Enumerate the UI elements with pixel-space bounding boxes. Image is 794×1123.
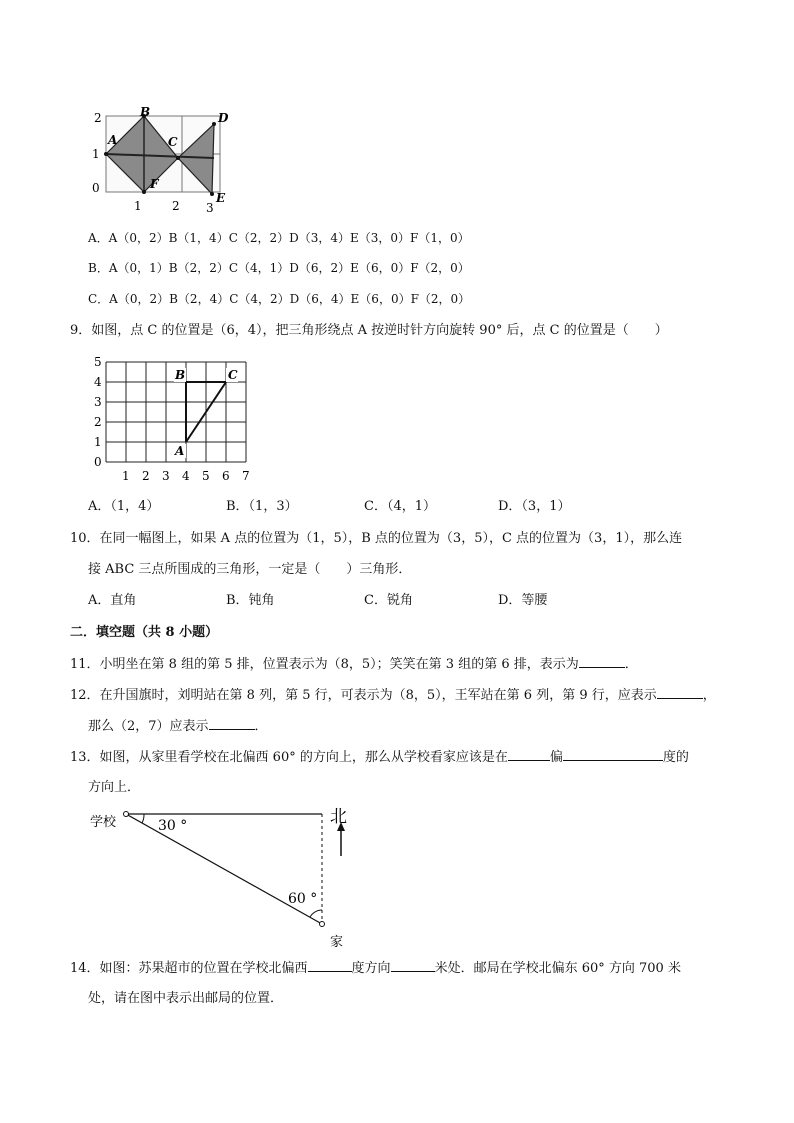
q13-line-2: 方向上． (88, 780, 141, 795)
q9-x-label: 5 (202, 469, 210, 483)
q10-option-b: B．钝角 (226, 593, 275, 608)
q8-x-label: 2 (172, 199, 180, 213)
q9-option-a: A．（1，4） (88, 499, 160, 514)
q9-option-c: C．（4，1） (364, 499, 436, 514)
q9-y-label: 1 (94, 435, 102, 449)
q8-point-f: F (150, 177, 159, 191)
q11-text: 11．小明坐在第 8 组的第 5 排，位置表示为（8，5）；笑笑在第 3 组的第 6 排，表示为 (70, 657, 579, 672)
q9-point-a: A (175, 444, 185, 458)
q12-answer-blank-1[interactable] (657, 686, 703, 699)
q9-x-label: 1 (122, 469, 130, 483)
q13-angle-60: 60 ° (288, 891, 318, 907)
q9-x-label: 7 (242, 469, 250, 483)
q11-line (70, 655, 638, 674)
q12-end: ． (254, 719, 268, 734)
q8-x-label: 3 (206, 201, 214, 215)
q9-y-label: 0 (94, 455, 102, 469)
q12-line-2 (88, 717, 268, 736)
q13-text-3: 度的 (662, 750, 689, 765)
q14-text-2: 度方向 (351, 961, 391, 976)
q13-direction-figure (88, 800, 368, 950)
q14-text: 14．如图：苏果超市的位置在学校北偏西 (70, 961, 308, 976)
q14-line-1 (70, 959, 681, 978)
q9-y-label: 4 (94, 375, 102, 389)
q12-text-2: 那么（2，7）应表示 (88, 719, 209, 734)
q8-figure (88, 106, 238, 218)
q9-point-b: B (175, 368, 186, 382)
q9-x-label: 6 (222, 469, 230, 483)
q13-home-label: 家 (330, 935, 344, 950)
q9-grid-figure (88, 354, 258, 484)
q9-y-label: 2 (94, 415, 102, 429)
q13-north-label: 北 (330, 807, 347, 827)
q12-comma: ， (702, 688, 716, 703)
q10-line-1: 10．在同一幅图上，如果 A 点的位置为（1，5），B 点的位置为（3，5），C 点的位置为（3，1），那么连 (70, 531, 683, 546)
q9-stem: 9．如图，点 C 的位置是（6，4），把三角形绕点 A 按逆时针方向旋转 90° 后，点 C 的位置是（ ） (70, 323, 668, 338)
q8-option-a: A．A（0，2）B（1，4）C（2，2）D（3，4）E（3，0）F（1，0） (88, 231, 470, 245)
q9-option-b: B．（1，3） (226, 499, 298, 514)
q10-option-d: D．等腰 (498, 593, 548, 608)
q8-point-a: A (108, 133, 118, 147)
q14-text-3: 米处．邮局在学校北偏东 60° 方向 700 米 (434, 961, 681, 976)
q10-line-2: 接 ABC 三点所围成的三角形，一定是（ ）三角形． (88, 562, 412, 577)
q8-x-label: 1 (134, 199, 142, 213)
q8-point-e: E (216, 191, 226, 205)
q12-answer-blank-2[interactable] (209, 717, 255, 730)
q8-option-c: C．A（0，2）B（2，4）C（4，2）D（6，4）E（6，0）F（2，0） (88, 292, 471, 306)
q8-option-b: B．A（0，1）B（2，2）C（4，1）D（6，2）E（6，0）F（2，0） (88, 261, 470, 275)
q13-line-1 (70, 748, 689, 767)
q12-line-1 (70, 686, 716, 705)
q9-x-label: 3 (162, 469, 170, 483)
q9-x-label: 2 (142, 469, 150, 483)
q9-option-d: D．（3，1） (498, 499, 571, 514)
q10-option-a: A．直角 (88, 593, 137, 608)
q13-text: 13．如图，从家里看学校在北偏西 60° 的方向上，那么从学校看家应该是在 (70, 750, 508, 765)
q14-answer-blank-1[interactable] (308, 959, 352, 972)
q13-angle-30: 30 ° (158, 818, 188, 834)
q14-answer-blank-2[interactable] (391, 959, 435, 972)
q11-answer-blank[interactable] (579, 655, 625, 668)
q8-point-d: D (218, 111, 229, 125)
q13-text-2: 偏 (549, 750, 563, 765)
q8-y-label: 1 (92, 147, 100, 161)
q8-point-c: C (168, 135, 178, 149)
q8-y-label: 2 (94, 111, 102, 125)
q12-text: 12．在升国旗时，刘明站在第 8 列，第 5 行，可表示为（8，5），王军站在第 6 列，第 9 行，应表示 (70, 688, 657, 703)
q10-option-c: C．锐角 (364, 593, 413, 608)
section-title: 二．填空题（共 8 小题） (70, 625, 219, 640)
q9-point-c: C (228, 368, 238, 382)
q13-answer-blank-1[interactable] (508, 748, 550, 761)
q13-answer-blank-2[interactable] (563, 748, 663, 761)
q9-x-label: 4 (182, 469, 190, 483)
q11-end: ． (624, 657, 638, 672)
q13-school-label: 学校 (90, 815, 117, 830)
q14-line-2: 处，请在图中表示出邮局的位置． (88, 991, 284, 1006)
q8-point-b: B (140, 106, 151, 119)
q9-y-label: 3 (94, 395, 102, 409)
q9-y-label: 5 (94, 355, 102, 369)
q8-y-label: 0 (92, 181, 100, 195)
